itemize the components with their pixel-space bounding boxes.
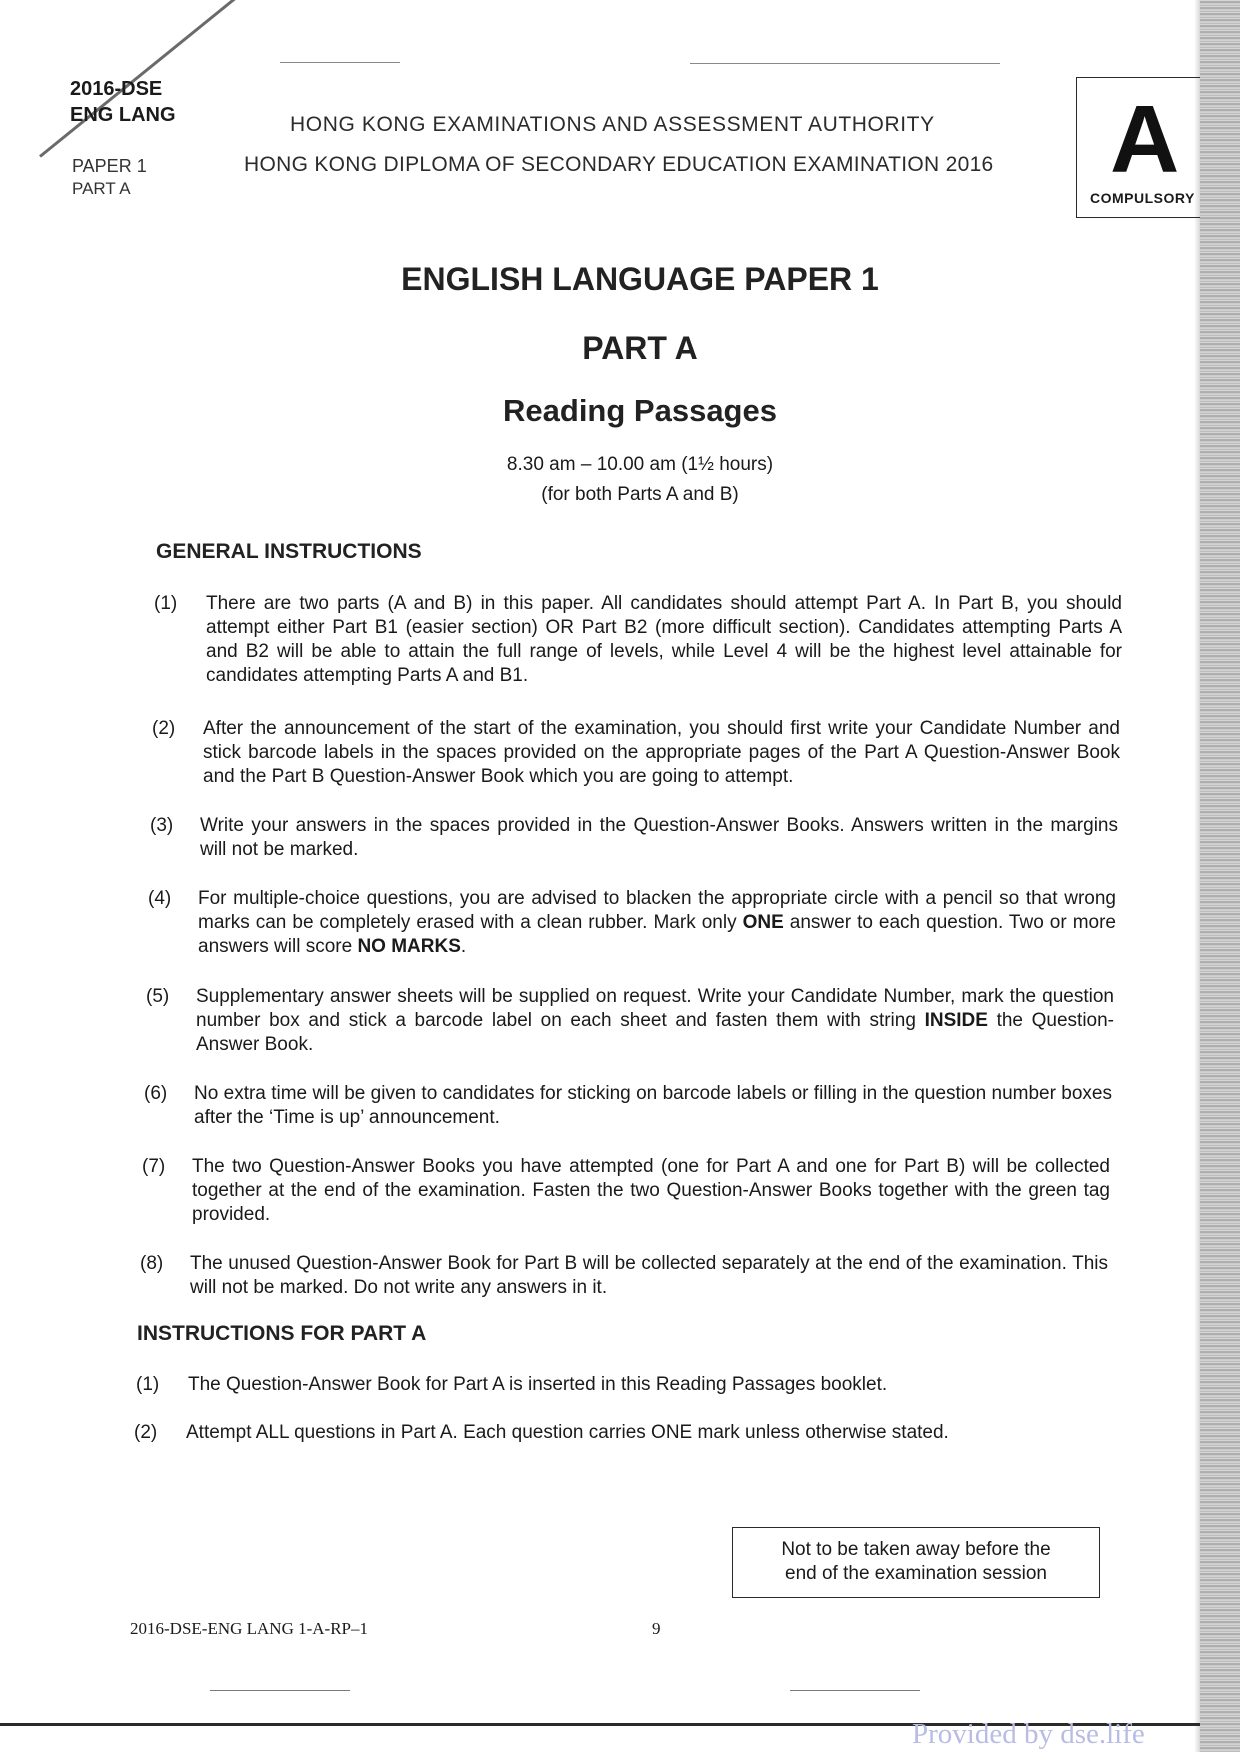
- notice-box: [732, 1527, 1100, 1598]
- exam-time-note: (for both Parts A and B): [541, 484, 739, 505]
- instruction-item: [136, 1373, 1104, 1397]
- instruction-text: The unused Question-Answer Book for Part B will be collected separately at the end of the examination. This will not be marked. Do not write any answers in it.: [190, 1253, 1108, 1298]
- instruction-text: Attempt ALL questions in Part A. Each question carries ONE mark unless otherwise stated.: [186, 1422, 949, 1443]
- instruction-text: There are two parts (A and B) in this paper. All candidates should attempt Part A. In Part B, you should attempt either Part B1 (easier section) OR Part B2 (more difficult section). Candidates attempting Parts A and B2 will be able to attain the full range of levels, while Level 4 will be the highest level attainable for candidates attempting Parts A and B1.: [206, 593, 1122, 686]
- exam-time: 8.30 am – 10.00 am (1½ hours): [506, 454, 774, 475]
- instruction-item: [144, 1082, 1112, 1130]
- instruction-text: Supplementary answer sheets will be supplied on request. Write your Candidate Number, mark the question number box and stick a barcode label on each sheet and fasten them with string INSIDE the Question-Answer Book.: [196, 986, 1114, 1055]
- instruction-number: (6): [144, 1083, 168, 1104]
- notice-line1: Not to be taken away before the: [781, 1539, 1051, 1560]
- badge-label: COMPULSORY: [1090, 190, 1195, 206]
- instruction-text: No extra time will be given to candidates for sticking on barcode labels or filling in the question number boxes after the ‘Time is up’ announcement.: [194, 1083, 1112, 1128]
- footer-code: 2016-DSE-ENG LANG 1-A-RP–1: [130, 1619, 368, 1638]
- subject-code-line2: ENG LANG: [70, 104, 176, 126]
- instruction-item: [142, 1155, 1110, 1227]
- badge-letter: A: [1110, 86, 1180, 193]
- instruction-item: [150, 814, 1118, 862]
- instruction-item: [154, 592, 1122, 688]
- instruction-text: The two Question-Answer Books you have attempted (one for Part A and one for Part B) will be collected together at the end of the examination. Fasten the two Question-Answer Books together with the green tag provided.: [192, 1156, 1110, 1225]
- instruction-text: For multiple-choice questions, you are advised to blacken the appropriate circle with a pencil so that wrong marks can be completely erased with a clean rubber. Mark only ONE answer to each question. Two or more answers will score NO MARKS.: [198, 888, 1116, 957]
- instruction-text: The Question-Answer Book for Part A is inserted in this Reading Passages booklet.: [188, 1374, 888, 1395]
- part-a-instructions-heading: INSTRUCTIONS FOR PART A: [137, 1322, 427, 1345]
- instruction-number: (1): [154, 593, 178, 614]
- header-rule: [280, 62, 400, 63]
- subject-code-line1: 2016-DSE: [70, 78, 163, 100]
- footer-rule: [210, 1690, 350, 1691]
- paper-title: ENGLISH LANGUAGE PAPER 1: [401, 261, 879, 297]
- authority-name: HONG KONG EXAMINATIONS AND ASSESSMENT AUTHORITY: [290, 113, 935, 136]
- footer-rule: [790, 1690, 920, 1691]
- instruction-number: (5): [146, 986, 170, 1007]
- instruction-text: Write your answers in the spaces provided in the Question-Answer Books. Answers written in the margins will not be marked.: [200, 815, 1118, 860]
- booklet-title: Reading Passages: [503, 393, 777, 428]
- general-instructions-heading: GENERAL INSTRUCTIONS: [156, 540, 422, 563]
- instruction-number: (7): [142, 1156, 166, 1177]
- instruction-item: [152, 717, 1120, 789]
- instruction-number: (2): [152, 718, 176, 739]
- instruction-number: (2): [134, 1422, 158, 1443]
- provided-by-watermark: Provided by dse.life: [912, 1718, 1145, 1750]
- header-rule: [690, 63, 1000, 64]
- instruction-number: (8): [140, 1253, 164, 1274]
- instruction-item: [134, 1421, 1102, 1445]
- notice-line2: end of the examination session: [785, 1563, 1047, 1584]
- instruction-number: (3): [150, 815, 174, 836]
- instruction-item: [146, 985, 1114, 1057]
- part-label: PART A: [72, 179, 131, 198]
- instruction-number: (4): [148, 888, 172, 909]
- page-number: 9: [652, 1619, 661, 1638]
- instruction-item: [140, 1252, 1108, 1300]
- part-title: PART A: [582, 330, 698, 366]
- paper-label: PAPER 1: [72, 156, 147, 176]
- exam-name: HONG KONG DIPLOMA OF SECONDARY EDUCATION EXAMINATION 2016: [244, 153, 994, 176]
- instruction-text: After the announcement of the start of the examination, you should first write your Candidate Number and stick barcode labels in the spaces provided on the appropriate pages of the Part A Question-Answer Book and the Part B Question-Answer Book which you are going to attempt.: [203, 718, 1120, 787]
- instruction-number: (1): [136, 1374, 160, 1395]
- instruction-item: [148, 887, 1116, 959]
